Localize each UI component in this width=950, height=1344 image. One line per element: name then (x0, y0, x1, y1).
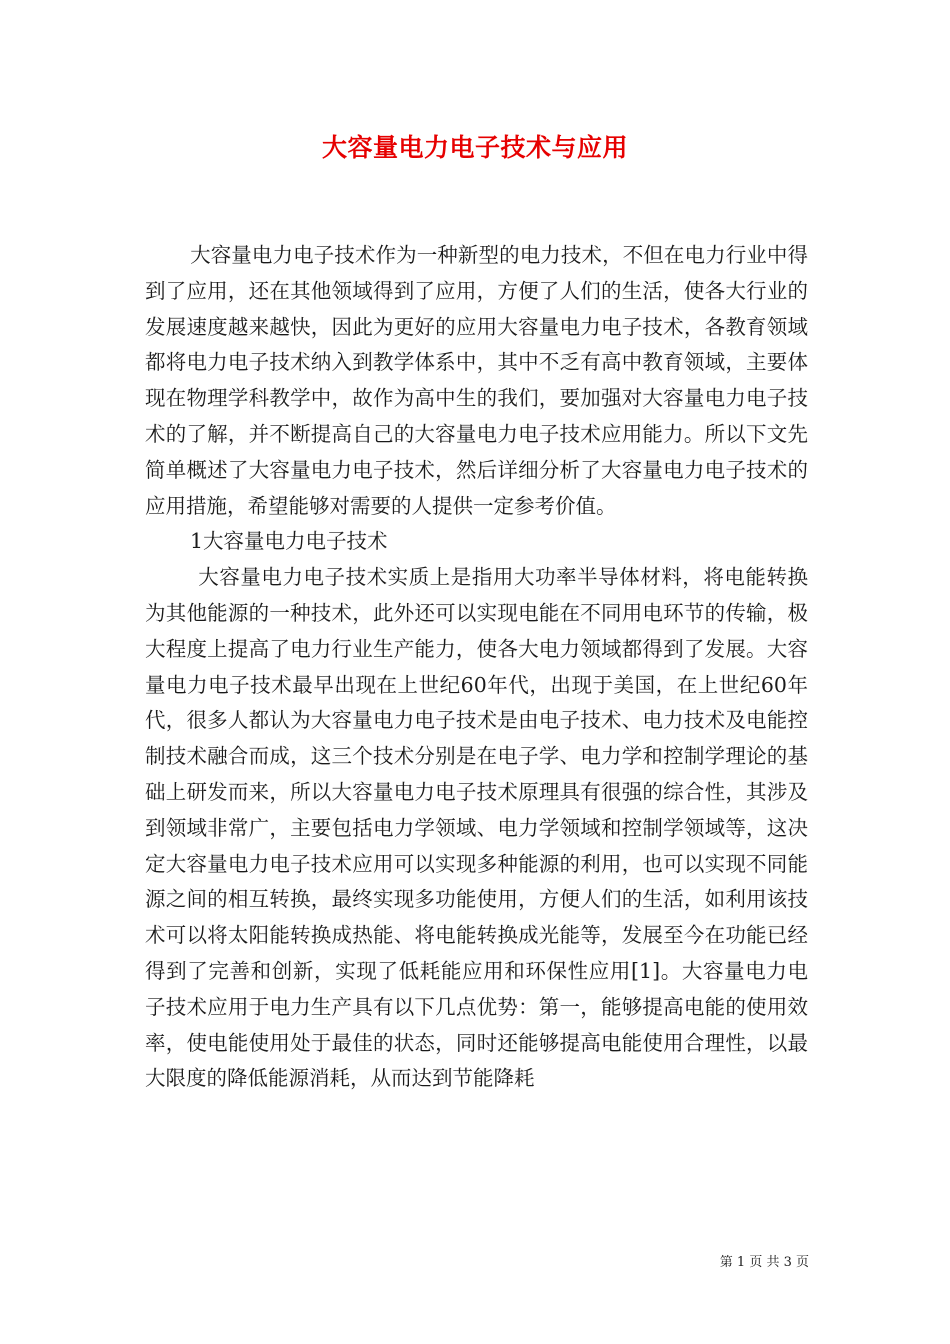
section-heading: 1大容量电力电子技术 (190, 529, 388, 554)
page-number: 第 1 页 共 3 页 (719, 1255, 809, 1270)
document-title: 大容量电力电子技术与应用 (321, 133, 628, 162)
document-body (145, 238, 808, 1097)
intro-paragraph: 大容量电力电子技术作为一种新型的电力技术，不但在电力行业中得到了应用，还在其他领域得到了应用，方便了人们的生活，使各大行业的发展速度越来越快，因此为更好的应用大容量电力电子技术，各教育领域都将电力电子技术纳入到教学体系中，其中不乏有高中教育领域，主要体现在物理学科教学中，故作为高中生的我们，要加强对大容量电力电子技术的了解，并不断提高自己的大容量电力电子技术应用能力。所以下文先简单概述了大容量电力电子技术，然后详细分析了大容量电力电子技术的应用措施，希望能够对需要的人提供一定参考价值。 (145, 243, 808, 518)
section-paragraph: 大容量电力电子技术实质上是指用大功率半导体材料，将电能转换为其他能源的一种技术，此外还可以实现电能在不同用电环节的传输，极大程度上提高了电力行业生产能力，使各大电力领域都得到了发展。大容量电力电子技术最早出现在上世纪60年代，出现于美国，在上世纪60年代，很多人都认为大容量电力电子技术是由电子技术、电力技术及电能控制技术融合而成，这三个技术分别是在电子学、电力学和控制学理论的基础上研发而来，所以大容量电力电子技术原理具有很强的综合性，其涉及到领域非常广，主要包括电力学领域、电力学领域和控制学领域等，这决定大容量电力电子技术应用可以实现多种能源的利用，也可以实现不同能源之间的相互转换，最终实现多功能使用，方便人们的生活，如利用该技术可以将太阳能转换成热能、将电能转换成光能等，发展至今在功能已经得到了完善和创新，实现了低耗能应用和环保性应用[1]。大容量电力电子技术应用于电力生产具有以下几点优势：第一，能够提高电能的使用效率，使电能使用处于最佳的状态，同时还能够提高电能使用合理性，以最大限度的降低能源消耗，从而达到节能降耗 (145, 565, 808, 1091)
